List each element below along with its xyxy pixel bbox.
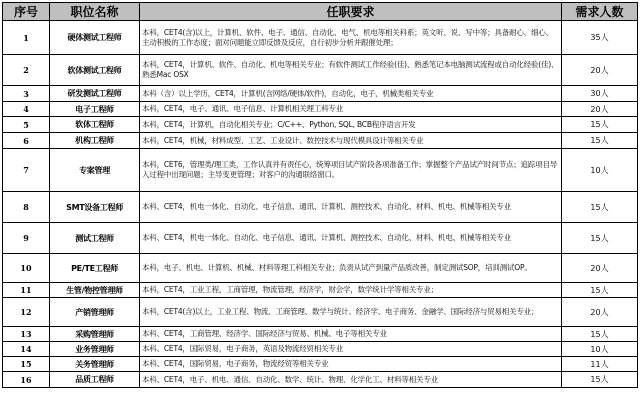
table-row xyxy=(3,298,638,327)
position-name: 业务管理师 xyxy=(50,342,140,357)
table-row xyxy=(3,86,638,102)
table-row xyxy=(3,342,638,357)
row-number: 4 xyxy=(3,102,50,117)
position-name: 软体工程师 xyxy=(50,117,140,133)
headcount: 35人 xyxy=(562,21,638,55)
table-row xyxy=(3,254,638,283)
header-requirements: 任职要求 xyxy=(140,3,562,21)
requirements-text: 本科、CET4，国际贸易，电子商务，英语及物流经贸相关专业 xyxy=(140,342,562,357)
row-number: 16 xyxy=(3,372,50,388)
headcount: 15人 xyxy=(562,283,638,298)
requirements-text: 本科，CET4，机械，材料成型、工艺、工业设计、数控技术与现代模具设计等相关专业 xyxy=(140,133,562,149)
position-name: 产销管理师 xyxy=(50,298,140,327)
header-row xyxy=(3,3,638,21)
position-name: 硬体测试工程师 xyxy=(50,21,140,55)
table-row xyxy=(3,283,638,298)
table-row xyxy=(3,192,638,223)
table-row xyxy=(3,102,638,117)
headcount: 15人 xyxy=(562,192,638,223)
headcount: 20人 xyxy=(562,298,638,327)
position-name: 机构工程师 xyxy=(50,133,140,149)
row-number: 9 xyxy=(3,223,50,254)
requirements-text: 本科，CET4(含)以上，工业工程、物流、工商管理、数学与统计、经济学、电子商务、金融学、国际经济与贸易相关专业； xyxy=(140,298,562,327)
position-name: 测试工程师 xyxy=(50,223,140,254)
requirements-text: 本科（含）以上学历，CET4，计算机(含网络/硬体/软件)，自动化，电子，机械类相关专业 xyxy=(140,86,562,102)
position-name: 研发测试工程师 xyxy=(50,86,140,102)
table-row xyxy=(3,357,638,372)
headcount: 10人 xyxy=(562,342,638,357)
headcount: 11人 xyxy=(562,357,638,372)
header-count: 需求人数 xyxy=(562,3,638,21)
requirements-text: 本科、CET4，电子、机电、通信、自动化、数学、统计、物理、化学化工、材料等相关专业 xyxy=(140,372,562,388)
requirements-text: 本科，CET4，计算机、软件、自动化、机电等相关专业；有软件测试工作经验(佳)、熟悉笔记本电脑测试流程或自动化经验(佳)、熟悉Mac OSX xyxy=(140,55,562,86)
row-number: 8 xyxy=(3,192,50,223)
headcount: 15人 xyxy=(562,117,638,133)
requirements-text: 本科、CET4，工商管理、经济学、国际经济与贸易、机械、电子等相关专业 xyxy=(140,327,562,342)
requirements-text: 本科，CET4，工业工程，工商管理，物流管理，经济学，财会学，数学统计学等相关专业； xyxy=(140,283,562,298)
table-row xyxy=(3,133,638,149)
headcount: 15人 xyxy=(562,327,638,342)
row-number: 3 xyxy=(3,86,50,102)
position-name: 专案管理 xyxy=(50,149,140,192)
table-row xyxy=(3,117,638,133)
table-row xyxy=(3,21,638,55)
position-name: 电子工程师 xyxy=(50,102,140,117)
position-name: 生管/物控管理师 xyxy=(50,283,140,298)
header-position: 职位名称 xyxy=(50,3,140,21)
position-name: 关务管理师 xyxy=(50,357,140,372)
row-number: 6 xyxy=(3,133,50,149)
header-no: 序号 xyxy=(3,3,50,21)
requirements-text: 本科，CET6，管理类/理工类，工作认真并有责任心，统筹项目试产阶段各项准备工作；掌握整个产品试产时间节点；追踪项目导入过程中出现问题；主导变更管理；对客户的沟通联络窗口。 xyxy=(140,149,562,192)
requirements-text: 本科、CET4，国际贸易，电子商务，物流经贸等相关专业 xyxy=(140,357,562,372)
row-number: 1 xyxy=(3,21,50,55)
requirements-text: 本科，CET4(含)以上，计算机、软件、电子、通信、自动化、电气、机电等相关科系；英文听、说、写中等；具备耐心、细心、主动积极的工作态度；面对问题能立即反馈及反应，自行初步分析并跟催处理； xyxy=(140,21,562,55)
position-name: 软体测试工程师 xyxy=(50,55,140,86)
row-number: 14 xyxy=(3,342,50,357)
row-number: 13 xyxy=(3,327,50,342)
row-number: 7 xyxy=(3,149,50,192)
headcount: 30人 xyxy=(562,86,638,102)
position-name: PE/TE工程师 xyxy=(50,254,140,283)
position-name: 品质工程师 xyxy=(50,372,140,388)
table-row xyxy=(3,149,638,192)
headcount: 20人 xyxy=(562,254,638,283)
table-row xyxy=(3,372,638,388)
row-number: 15 xyxy=(3,357,50,372)
headcount: 15人 xyxy=(562,223,638,254)
requirements-text: 本科、CET4，机电一体化、自动化、电子信息、通讯、计算机、测控技术、自动化、材料、机电、机械等相关专业 xyxy=(140,223,562,254)
row-number: 11 xyxy=(3,283,50,298)
requirements-text: 本科、CET4，机电一体化、自动化、电子信息、通讯、计算机、测控技术、自动化、材料、机电、机械等相关专业 xyxy=(140,192,562,223)
headcount: 15人 xyxy=(562,372,638,388)
row-number: 10 xyxy=(3,254,50,283)
headcount: 15人 xyxy=(562,133,638,149)
table-row xyxy=(3,327,638,342)
position-name: 采购管理师 xyxy=(50,327,140,342)
headcount: 20人 xyxy=(562,55,638,86)
table-row xyxy=(3,55,638,86)
headcount: 20人 xyxy=(562,102,638,117)
requirements-text: 本科，电子、机电、计算机、机械、材料等理工科相关专业；负责从试产到量产品质改善，制定测试SOP，培训测试OP。 xyxy=(140,254,562,283)
row-number: 5 xyxy=(3,117,50,133)
table-row xyxy=(3,223,638,254)
requirements-text: 本科，CET4，计算机，自动化相关专业；C/C++、Python, SQL, BCB程序语言开发 xyxy=(140,117,562,133)
requirements-text: 本科，CET4，电子、通讯、电子信息、计算机相关理工科专业 xyxy=(140,102,562,117)
position-name: SMT设备工程师 xyxy=(50,192,140,223)
headcount: 10人 xyxy=(562,149,638,192)
row-number: 12 xyxy=(3,298,50,327)
row-number: 2 xyxy=(3,55,50,86)
job-requirements-table xyxy=(2,2,638,388)
